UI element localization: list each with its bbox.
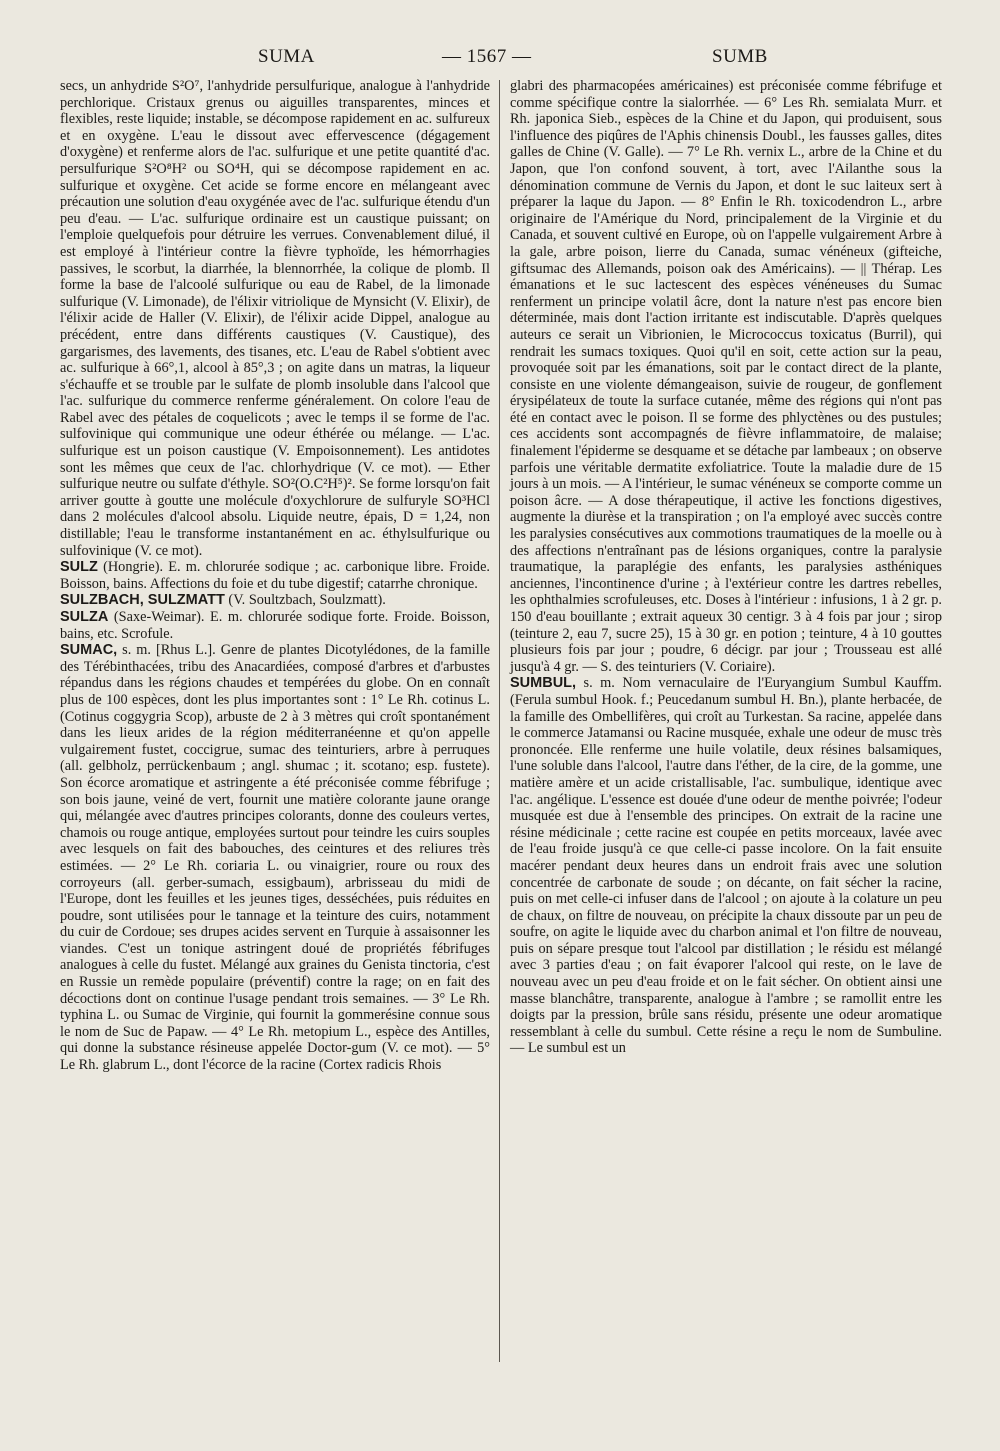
- header-right-guideword: SUMB: [712, 46, 768, 67]
- right-column: [510, 78, 942, 1057]
- headword-sumbul: SUMBUL,: [510, 675, 577, 692]
- column-divider: [499, 80, 500, 1362]
- entry-sulza-text: (Saxe-Weimar). E. m. chlorurée sodique forte. Froide. Boisson, bains, etc. Scrofule.: [60, 609, 490, 642]
- entry-sumbul-text: s. m. Nom vernaculaire de l'Euryangium Sumbul Kauffm. (Ferula sumbul Hook. f.; Peucedanum sumbul H. Bn.), plante herbacée, de la famille des Ombellifères, qui croît au Turkestan. Sa racine, appelée dans le commerce Jatamansi ou Racine musquée, exhale une odeur de musc très prononcée. Elle renferme une huile volatile, deux résines balsamiques, l'une soluble dans l'alcool, l'autre dans l'éther, de la cire, de la gomme, une matière amère et un acide cristallisable, l'ac. sumbulique, identique avec l'ac. angélique. L'essence est douée d'une odeur de menthe poivrée; l'odeur musquée est due à l'ensemble des principes. On extrait de la racine une résine médicinale ; cette racine est coupée en petits morceaux, lavée avec de l'eau froide jusqu'à ce que celle-ci passe incolore. On la fait ensuite macérer pendant deux heures dans un endroit frais avec une solution concentrée de carbonate de soude ; on décante, on fait sécher la racine, puis on met celle-ci infuser dans de l'alcool ; on ajoute à la colature un peu de chaux, on filtre de nouveau, on précipite la chaux dissoute par un peu de soufre, on agite le liquide avec du charbon animal et l'on filtre de nouveau, puis on sépare presque tout l'alcool par distillation ; le résidu est mélangé avec 3 parties d'eau ; on fait évaporer l'alcool qui reste, on le lave de nouveau avec un peu d'eau froide et on le fait sécher. On obtient ainsi une masse blanchâtre, transparente, analogue à l'ambre ; se ramollit entre les doigts par la pression, brûle sans résidu, présente une odeur aromatique ressemblant à celle du sumbul. Cette résine a reçu le nom de Sumbuline. — Le sumbul est un: [510, 675, 942, 1057]
- paragraph-sumac-continued: glabri des pharmacopées américaines) est préconisée comme fébrifuge et comme spécifique contre la sialorrhée. — 6° Les Rh. semialata Murr. et Rh. japonica Sieb., espèces de la Chine et du Japon, qui produisent, sous l'influence des piqûres de l'Aphis chinensis Doubl., les fausses galles, dites galles de Chine (V. Galle). — 7° Le Rh. vernix L., arbre de la Chine et du Japon, que l'on confond souvent, à tort, avec l'Ailanthe sous la dénomination commune de Vernis du Japon, et dont le suc laiteux sert à préparer la laque du Japon. — 8° Enfin le Rh. toxicodendron L., arbre originaire de l'Amérique du Nord, principalement de la Virginie et du Canada, et souvent cultivé en Europe, où on l'appelle vulgairement Arbre à la gale, arbre poison, lierre du Canada, sumac vénéneux (gifteiche, giftsumac des Allemands, poison oak des Américains). — || Thérap. Les émanations et le suc lactescent des espèces vénéneuses du Sumac renferment un principe volatil âcre, dont la nature n'est pas encore bien déterminée, mais dont l'action irritante est indiscutable. D'après quelques auteurs ce serait un Vibrionien, le Micrococcus toxicatus (Burril), qui rendrait les sumacs toxiques. Quoi qu'il en soit, cette action sur la peau, provoquée soit par les émanations, soit par le contact direct de la plante, consiste en une violente démangeaison, suivie de rougeur, de gonflement érysipélateux de toute la surface cutanée, même des régions qui n'ont pas été en contact avec le poison. Il se forme des phlyctènes ou des pustules; ces accidents sont accompagnés de fièvre inflammatoire, de malaise; finalement l'épiderme se desquame et se détache par lambeaux ; on observe parfois une véritable dermatite exfoliatrice. Toute la maladie dure de 15 jours à un mois. — A l'intérieur, le sumac vénéneux se comporte comme un poison âcre. — A dose thérapeutique, il active les fonctions digestives, augmente la diurèse et la transpiration ; on l'a employé avec succès contre les paralysies consécutives aux commotions traumatiques de la moelle ou à des affections n'entraînant pas de lésions organiques, contre la paralysie traumatique, la paraplégie des enfants, les paralysies asthéniques anciennes, l'incontinence d'urine ; à l'extérieur contre les dartres rebelles, les ophthalmies scrofuleuses, etc. Doses à l'intérieur : infusions, 1 à 2 gr. p. 150 d'eau bouillante ; extrait aqueux 30 centigr. 3 à 4 fois par jour ; sirop (teinture 2, eau 7, sucre 25), 15 à 30 gr. en potion ; teinture, 4 à 10 gouttes plusieurs fois par jour ; poudre, 6 décigr. par jour ; Trousseau est allé jusqu'à 4 gr. — S. des teinturiers (V. Coriaire).: [510, 78, 942, 675]
- entry-sulza: [60, 609, 490, 642]
- headword-sulz: SULZ: [60, 559, 98, 576]
- headword-sulzbach: SULZBACH, SULZMATT: [60, 592, 225, 609]
- entry-sulz-text: (Hongrie). E. m. chlorurée sodique ; ac. carbonique libre. Froide. Boisson, bains. Affections du foie et du tube digestif; catarrhe chronique.: [60, 559, 490, 592]
- entry-sumac-text: s. m. [Rhus L.]. Genre de plantes Dicotylédones, de la famille des Térébinthacées, tribu des Anacardiées, composé d'arbres et d'arbustes répandus dans les régions chaudes et tempérées du globe. On en connaît plus de 100 espèces, dont les plus importantes sont : 1° Le Rh. cotinus L. (Cotinus coggygria Scop), arbuste de 2 à 3 mètres qui croît spontanément dans les lieux arides de la région méditerranéenne et qu'on appelle vulgairement fustet, coccigrue, sumac des teinturiers, arbre à perruques (all. gelbholz, perrückenbaum ; angl. shumac ; it. scotano; esp. fustete). Son écorce aromatique et astringente a été préconisée comme fébrifuge ; son bois jaune, veiné de vert, fournit une matière colorante jaune orange qui, mélangée avec d'autres principes colorants, donne des couleurs vertes, chamois ou rouge antique, employées surtout pour teindre les cuirs souples avec lesquels on fait des babouches, des ceintures et des reliures très estimées. — 2° Le Rh. coriaria L. ou vinaigrier, roure ou roux des corroyeurs (all. gerber-sumach, essigbaum), arbrisseau du midi de l'Europe, dont les feuilles et les jeunes tiges, desséchées, puis réduites en poudre, sont utilisées pour le tannage et la teinture des cuirs, notamment du cuir de Cordoue; ses drupes acides servent en Turquie à assaisonner les viandes. C'est un tonique astringent doué de propriétés fébrifuges analogues à celle du fustet. Mélangé aux graines du Genista tinctoria, c'est en Russie un remède populaire (préventif) contre la rage; on en fait des décoctions dont on continue l'usage pendant trois semaines. — 3° Le Rh. typhina L. ou Sumac de Virginie, qui fournit la gommerésine connue sous le nom de Suc de Papaw. — 4° Le Rh. metopium L., espèce des Antilles, qui donne la substance résineuse appelée Doctor-gum (V. ce mot). — 5° Le Rh. glabrum L., dont l'écorce de la racine (Cortex radicis Rhois: [60, 642, 490, 1074]
- headword-sulza: SULZA: [60, 609, 109, 625]
- entry-sulzbach-text: (V. Soultzbach, Soulzmatt).: [224, 592, 386, 609]
- left-column: [60, 78, 490, 1074]
- entry-sulz: [60, 559, 490, 592]
- entry-sumbul: [510, 675, 942, 1057]
- entry-sulzbach: [60, 592, 490, 609]
- page-number: — 1567 —: [442, 46, 532, 67]
- running-header: [0, 46, 1000, 76]
- paragraph-sulfurique-continued: secs, un anhydride S²O⁷, l'anhydride persulfurique, analogue à l'anhydride perchlorique. Cristaux grenus ou aiguilles transparentes, minces et flexibles, reste liquide; instable, se décompose rapidement en ac. sulfureux et en oxygène. L'eau le dissout avec effervescence (dégagement d'oxygène) et renferme alors de l'ac. sulfurique et une petite quantité d'ac. persulfurique S²O⁸H² ou SO⁴H, qui se décompose rapidement en ac. sulfurique et oxygène. Cet acide se forme encore en mélangeant avec précaution une solution d'eau oxygénée avec de l'ac. sulfurique étendu d'un peu d'eau. — L'ac. sulfurique ordinaire est un caustique puissant; on l'emploie quelquefois pour détruire les verrues. Convenablement dilué, il est employé à l'intérieur contre la fièvre typhoïde, les hémorrhagies passives, le scorbut, la diarrhée, la blennorrhée, la colique de plomb. Il forme la base de l'alcoolé sulfurique ou eau de Rabel, de la limonade sulfurique (V. Limonade), de l'élixir vitriolique de Mynsicht (V. Elixir), de l'élixir acide de Haller (V. Elixir), de l'élixir acide Dippel, analogue au précédent, entre dans différents caustiques (V. Caustique), des gargarismes, des lavements, des tisanes, etc. L'eau de Rabel s'obtient avec ac. sulfurique à 66°,1, alcool à 85°,3 ; on agite dans un matras, la liqueur s'échauffe et se trouble par le sulfate de plomb insoluble dans l'alcool que l'ac. sulfurique du commerce renferme généralement. On colore l'eau de Rabel avec des pétales de coquelicots ; avec le temps il se forme de l'ac. sulfovinique qui communique une odeur éthérée ou mélange. — L'ac. sulfurique est un poison caustique (V. Empoisonnement). Les antidotes sont les mêmes que ceux de l'ac. chlorhydrique (V. ce mot). — Ether sulfurique neutre ou sulfate d'éthyle. SO²(O.C²H⁵)². Se forme lorsqu'on fait arriver goutte à goutte une molécule d'oxychlorure de sulfuryle SO³HCl dans 2 molécules d'alcool absolu. Liquide neutre, épais, D = 1,24, non distillable; l'eau le transforme instantanément en ac. éthylsulfurique ou sulfovinique (V. ce mot).: [60, 78, 490, 559]
- entry-sumac: [60, 642, 490, 1073]
- headword-sumac: SUMAC,: [60, 642, 118, 659]
- header-left-guideword: SUMA: [258, 46, 315, 67]
